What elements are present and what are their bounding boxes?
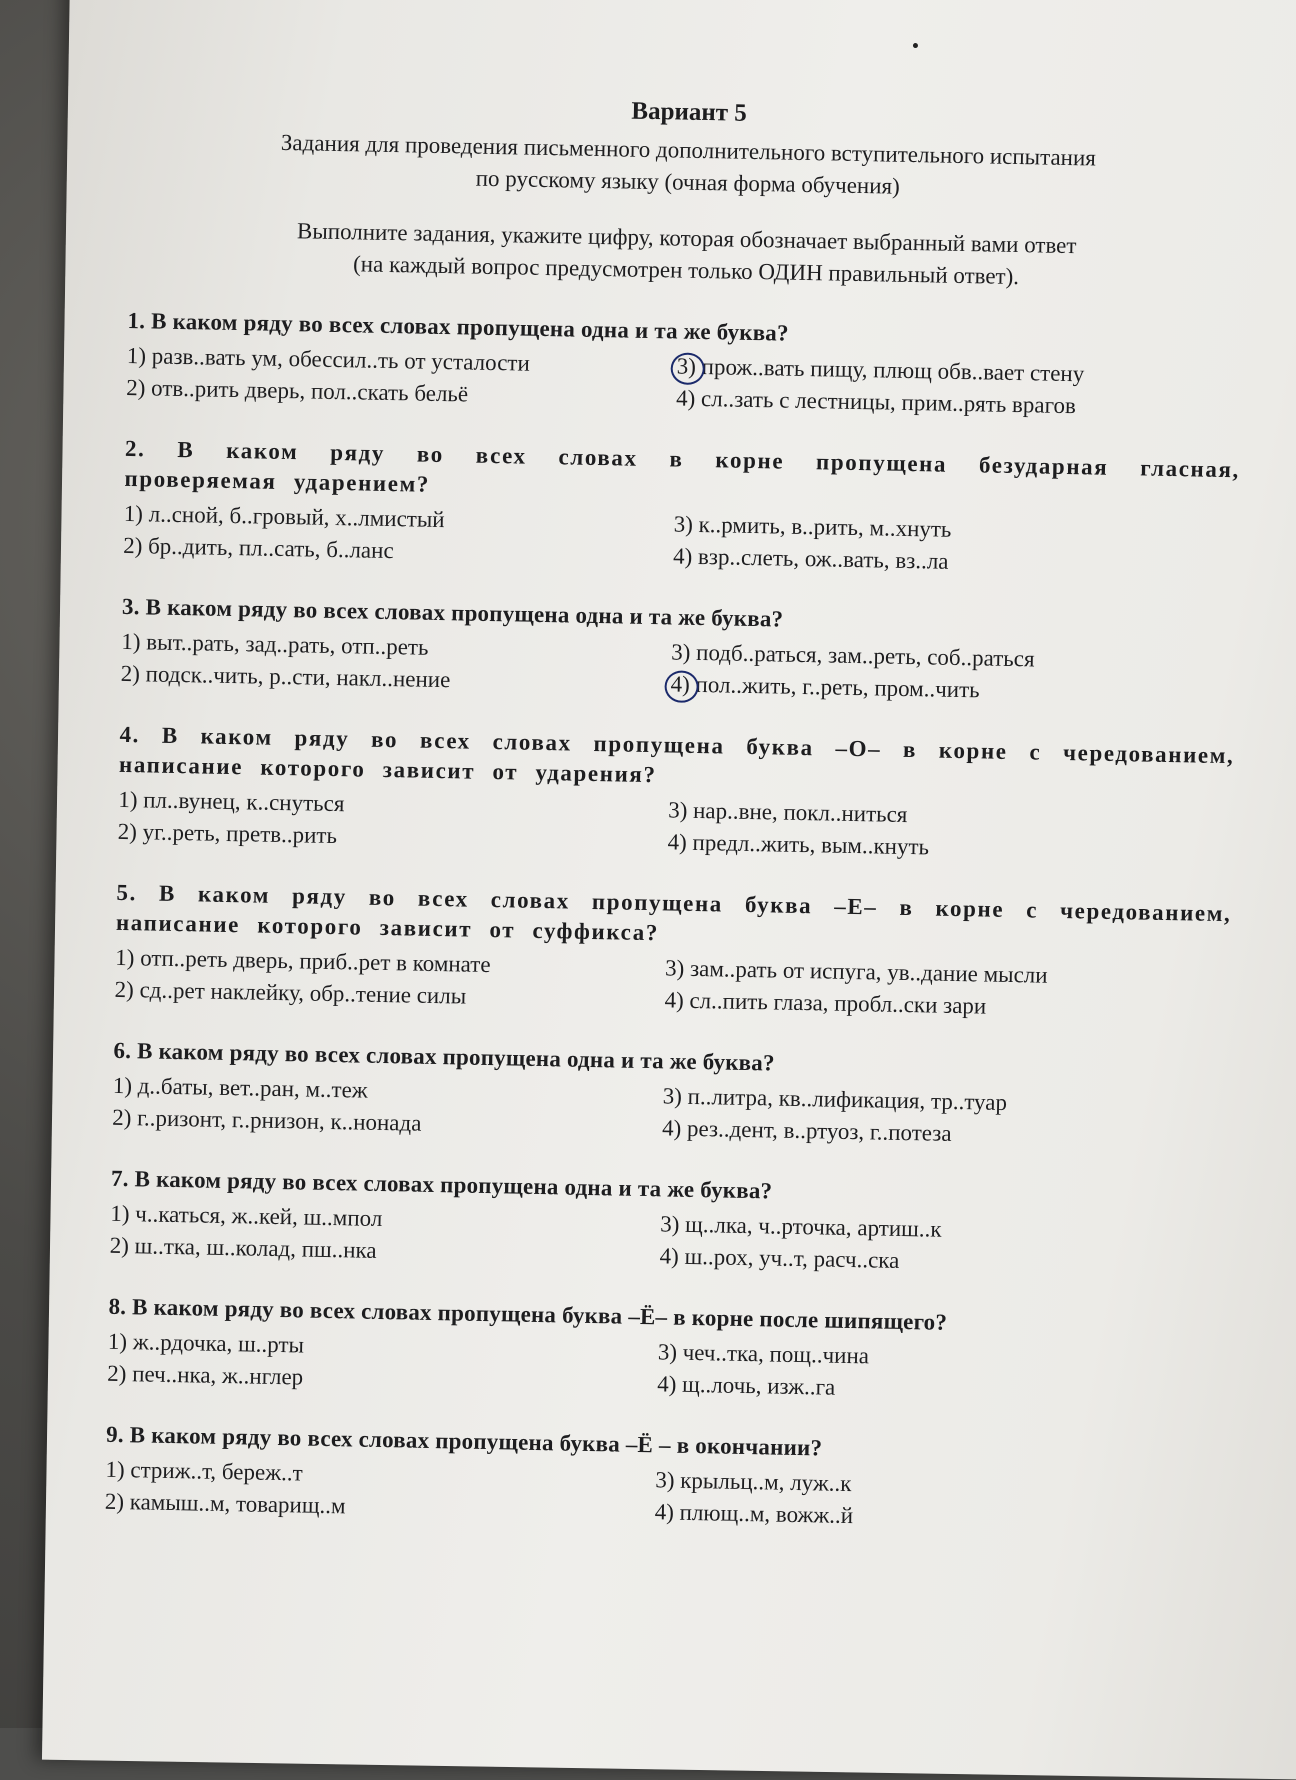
option-text: 3) прож..вать пищу, плющ обв..вает стену bbox=[676, 353, 1085, 387]
option-4[interactable]: 4) взр..слеть, ож..вать, вз..ла bbox=[672, 543, 949, 574]
question-7 bbox=[109, 1164, 1226, 1283]
page-title: Вариант 5 bbox=[631, 97, 748, 127]
option-1[interactable]: 1) ж..рдочка, ш..рты bbox=[107, 1328, 305, 1358]
question-2 bbox=[123, 434, 1240, 583]
circled-answer-mark bbox=[664, 670, 699, 703]
question-text: 2. В каком ряду во всех словах в корне пропущена безударная гласная, проверяемая ударением? bbox=[124, 435, 1241, 497]
option-4[interactable]: 4) сл..зать с лестницы, прим..рять врагов bbox=[675, 385, 1077, 419]
option-3[interactable]: 3) чеч..тка, пощ..чина bbox=[657, 1339, 870, 1369]
circled-answer-mark bbox=[670, 352, 705, 385]
option-1[interactable]: 1) ч..каться, ж..кей, ш..мпол bbox=[110, 1200, 383, 1232]
option-3[interactable]: 3) к..рмить, в..рить, м..хнуть bbox=[673, 511, 952, 542]
option-1[interactable]: 1) отп..реть дверь, приб..рет в комнате bbox=[115, 944, 491, 978]
option-1[interactable]: 1) л..сной, б..гровый, х..лмистый bbox=[123, 500, 445, 533]
question-1 bbox=[126, 306, 1243, 425]
option-2[interactable]: 2) сд..рет наклейку, обр..тение силы bbox=[114, 976, 467, 1009]
option-3[interactable]: 3) щ..лка, ч..рточка, артиш..к bbox=[660, 1211, 942, 1242]
option-2[interactable]: 2) ш..тка, ш..колад, пш..нка bbox=[109, 1232, 377, 1263]
question-text: 3. В каком ряду во всех словах пропущена одна и та же буква? bbox=[121, 593, 784, 632]
question-3 bbox=[120, 592, 1237, 711]
question-text: 5. В каком ряду во всех словах пропущена буква –Е– в корне с чередованием, написание которого зависит от суффикса? bbox=[115, 879, 1232, 946]
header bbox=[128, 88, 1246, 297]
option-2[interactable]: 2) камыш..м, товарищ..м bbox=[104, 1488, 346, 1519]
option-2[interactable]: 2) г..ризонт, г..рнизон, к..нонада bbox=[111, 1104, 422, 1136]
option-4[interactable]: 4) рез..дент, в..ртуоз, г..потеза bbox=[661, 1115, 952, 1146]
question-8 bbox=[107, 1292, 1224, 1411]
option-4[interactable]: 4) ш..рох, уч..т, расч..ска bbox=[659, 1243, 900, 1273]
question-4 bbox=[117, 720, 1234, 869]
exam-content bbox=[101, 88, 1247, 1709]
option-4[interactable]: 4) предл..жить, вым..кнуть bbox=[667, 829, 930, 860]
question-text: 6. В каком ряду во всех словах пропущена одна и та же буква? bbox=[113, 1037, 775, 1076]
option-1[interactable]: 1) выт..рать, зад..рать, отп..реть bbox=[121, 628, 429, 660]
option-2[interactable]: 2) бр..дить, пл..сать, б..ланс bbox=[122, 532, 394, 564]
option-1[interactable]: 1) пл..вунец, к..снуться bbox=[118, 786, 345, 817]
option-3[interactable]: 3) крыльц..м, луж..к bbox=[655, 1467, 852, 1497]
question-6 bbox=[112, 1036, 1229, 1155]
option-2[interactable]: 2) отв..рить дверь, пол..скать бельё bbox=[126, 374, 469, 407]
option-2[interactable]: 2) уг..реть, претв..рить bbox=[117, 818, 338, 849]
option-4[interactable]: 4) плющ..м, вожж..й bbox=[654, 1499, 854, 1529]
instruction-line-1: Выполните задания, укажите цифру, которая обозначает выбранный вами ответ bbox=[296, 218, 1077, 259]
option-1[interactable]: 1) разв..вать ум, обессил..ть от усталости bbox=[126, 342, 531, 376]
question-9 bbox=[105, 1420, 1222, 1539]
question-5 bbox=[114, 878, 1231, 1027]
subtitle-line-1: Задания для проведения письменного дополнительного вступительного испытания bbox=[280, 129, 1097, 171]
option-3[interactable]: 3) зам..рать от испуга, ув..дание мысли bbox=[664, 955, 1048, 988]
question-text: 7. В каком ряду во всех словах пропущена одна и та же буква? bbox=[110, 1165, 773, 1204]
instruction-line-2: (на каждый вопрос предусмотрен только ОДИН правильный ответ). bbox=[352, 251, 1020, 290]
question-text: 4. В каком ряду во всех словах пропущена буква –О– в корне с чередованием, написание которого зависит от ударения? bbox=[118, 721, 1235, 788]
option-2[interactable]: 2) подск..чить, р..сти, накл..нение bbox=[120, 660, 451, 693]
option-4[interactable]: 4) сл..пить глаза, пробл..ски зари bbox=[664, 987, 987, 1019]
option-3[interactable]: 3) п..литра, кв..лификация, тр..туар bbox=[662, 1083, 1008, 1115]
question-text: 1. В каком ряду во всех словах пропущена одна и та же буква? bbox=[127, 307, 789, 346]
option-3[interactable]: 3) нар..вне, покл..ниться bbox=[667, 797, 908, 828]
option-4[interactable]: 4) щ..лочь, изж..га bbox=[656, 1371, 836, 1400]
ink-dot bbox=[913, 43, 918, 48]
option-1[interactable]: 1) д..баты, вет..ран, м..теж bbox=[112, 1072, 368, 1103]
option-3[interactable]: 3) подб..раться, зам..реть, соб..раться bbox=[671, 639, 1035, 672]
option-text: 4) пол..жить, г..реть, пром..чить bbox=[670, 671, 980, 703]
question-text: 9. В каком ряду во всех словах пропущена буква –Ё – в окончании? bbox=[105, 1421, 823, 1461]
option-2[interactable]: 2) печ..нка, ж..нглер bbox=[107, 1360, 304, 1390]
subtitle-line-2: по русскому языку (очная форма обучения) bbox=[475, 165, 901, 199]
question-text: 8. В каком ряду во всех словах пропущена буква –Ё– в корне после шипящего? bbox=[108, 1293, 948, 1335]
option-1[interactable]: 1) стриж..т, береж..т bbox=[105, 1456, 303, 1486]
